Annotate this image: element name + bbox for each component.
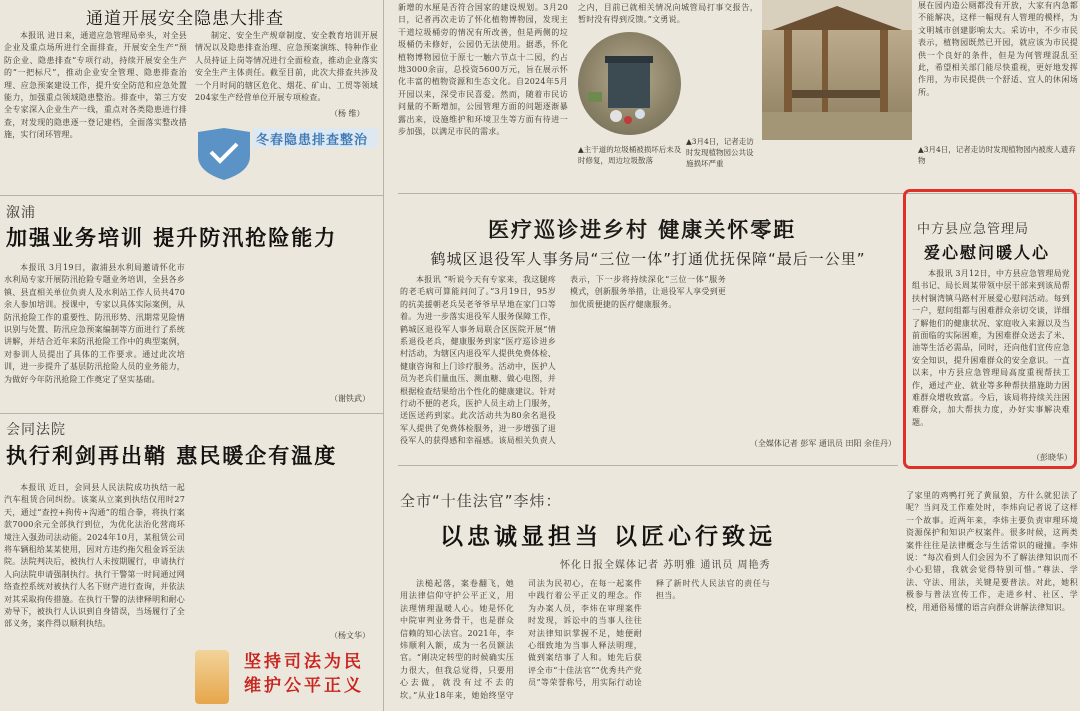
article-body: 本报讯 3月12日，中方县应急管理局党组书记、局长周某带领中层干部来到该局帮扶村铜湾镇马路村开展爱心慰问活动。每到一户，慰问组都与困难群众亲切交谈，详细了解他们的健康状况、家庭收入来源以及当前面临的实际困难，为困难群众送去了米、油等生活必需品，同时，还向他们宣传应急安全知识，提升困难群众的安全意识。一直以来，中方县应急管理局高度重视帮扶工作，通过产业、就业等多种帮扶措施助力困难群众增收致富。今后，该局将持续关注困难群众，加大帮扶力度，办好实事解决难题。	[912, 269, 1070, 427]
topic-badge: 冬春隐患排查整治	[190, 126, 380, 182]
article-body: 本报讯 近日，会同县人民法院成功执结一起汽车租赁合同纠纷。该案从立案到执结仅用时27天，通过“查控+拘传+沟通”的组合拳，将执行案款7000余元全部执行到位，为优化法治化营商环境注入强劲司法动能。2024年10月，某租赁公司将车辆租给某某使用，因对方违约拖欠租金诉至法院。法院判决后，被执行人未按期履行，申请执行人向法院申请强制执行。执行干警第一时间通过网络查控系统对被执行人名下财产进行查询，并依法对其采取拘传措施。在执行干警的法律释明和耐心劝导下，被执行人认识到自身错误，当场履行了全部义务，案件得以顺利执结。	[4, 483, 185, 629]
article-headline: 医疗巡诊进乡村 健康关怀零距	[488, 218, 797, 242]
photo-caption: ▲3月4日，记者走访时发现植物园内被废人遗弃物	[918, 145, 1076, 165]
article-subtitle: 鹤城区退役军人事务局“三位一体”打通优抚保障“最后一公里”	[430, 250, 866, 268]
author-signature: （全媒体记者 彭军 通讯员 田阳 余佳丹）	[749, 439, 896, 448]
section-divider	[0, 413, 383, 414]
section-divider	[0, 195, 383, 196]
section-kicker: 中方县应急管理局	[917, 222, 1030, 236]
article-body: 法槌起落，案卷翻飞，她用法律信仰守护公平正义，用法理情理温暖人心。她是怀化中院审判业务骨干，也是群众信赖的知心法官。2021年，李炜顺利入额，成为一名员额法官。“刚决定转型的时候确实压力很大，但我总觉得，只要用心去做，就没有过不去的坎。”从业18年来，她始终坚守司法为民初心，在每一起案件中践行着公平正义的理念。作为办案人员，李炜在审理案件时发现，诉讼中的当事人往往对法律知识掌握不足，她便耐心细致地为当事人释法明理，做到案结事了人和。她先后获评全市“十佳法官”“优秀共产党员”等荣誉称号，用实际行动诠释了新时代人民法官的责任与担当。	[400, 579, 770, 700]
photo-caption: ▲3月4日，记者走访时发现植物园公共设施损坏严重	[686, 137, 754, 168]
article-body: 本报讯 “听说今天有专家来，我这腿疼的老毛病可算能问问了。”3月19日，95岁的抗美援朝老兵吴老爷爷早早地在家门口等着。为进一步落实退役军人服务保障工作，鹤城区退役军人事务局联合区医院开展“情系退役老兵，健康服务到家”医疗巡诊进乡村活动，为辖区内退役军人提供免费体检、健康咨询和上门诊疗服务。活动中，医护人员为老兵们量血压、测血糖、做心电图，并根据检查结果给出个性化的健康建议。针对行动不便的老兵，医护人员主动上门服务，送医送药到家。此次活动共为80余名退役军人提供了免费体检服务，进一步增强了退役军人的获得感和幸福感。该局相关负责人表示，下一步将持续深化“三位一体”服务模式，创新服务举措，让退役军人享受到更加优质便捷的医疗健康服务。	[400, 275, 726, 446]
article-body: 了家里的鸡鸭打死了黄鼠狼，方什么就犯法了呢？当问及工作难处时，李炜向记者说了这样一个故事。近两年来，李炜主要负责审理环境资源保护和知识产权案件。很多时候，这两类案件往往是法律概念与生活常识的碰撞。李炜说：“每次看到人们会因为不了解法律知识而不小心犯错，我就会觉得特别可惜。”尊法、学法、守法、用法，关键是要普法。对此，她积极参与普法宣传工作，走进乡村、社区、学校，用通俗易懂的语言向群众讲解法律知识。	[906, 491, 1078, 612]
lantern-decoration	[195, 650, 229, 704]
article-headline: 爱心慰问暖人心	[924, 243, 1051, 262]
pavilion-photo	[762, 0, 912, 140]
slogan-banner: 坚持司法为民 维护公平正义	[195, 648, 378, 708]
section-kicker: 会同法院	[6, 422, 66, 437]
pavilion-icon	[762, 0, 912, 140]
article-body: 本报讯 3月19日，溆浦县水利局邀请怀化市水利局专家开展防汛抢险专题业务培训，全县各乡镇、县直相关单位负责人及水利站工作人员共470余人参加培训。授课中，专家以具体实际案例，从防汛抢险工作的重要性、防汛形势、汛期常见险情识别与处置、防汛应急预案编制等方面进行了系统讲解，并结合近年来防汛抢险工作中的典型案例，对参训人员提出了具体的工作要求。通过此次培训，进一步提升了基层防汛抢险人员的业务能力，为做好今年防汛抢险工作奠定了坚实基础。	[4, 263, 185, 384]
article-body: 本报讯 进日来，通道应急管理局牵头，对全县企业及重点场所进行全面排查，开展安全生产“预防企业、隐患排查”专项行动，持续开展安全生产的“一把标尺”，推动企业安全管理、隐患排查治理、应急预案建设工作，提升安全防范和应急处置能力，加强重点领域隐患整治。排查中，第三方安全专家深入企业生产一线，重点对各类隐患进行排查，对发现的隐患逐一登记建档，全面落实整改措施，实行闭环管理。	[4, 31, 187, 140]
article-body: 制定、安全生产规章制度、安全教育培训开展情况以及隐患排查治理、应急预案演练、特种作业人员持证上岗等情况进行全面检查，推动企业落实安全生产主体责任。截至目前，此次大排查共涉及一个月时间的辖区危化、烟花、矿山、工贸等领域204家生产经营单位开展专项检查。	[195, 31, 378, 103]
author-signature: （谢铁武）	[330, 394, 370, 403]
author-signature: （杨 维）	[330, 109, 365, 118]
trash-bin-icon	[578, 32, 681, 135]
article-headline: 以忠诚显担当 以匠心行致远	[440, 524, 777, 550]
author-signature: （杨文华）	[330, 631, 370, 640]
section-kicker: 溆浦	[6, 205, 36, 220]
article-body: 之内，目前已就相关情况向城管局打事交报告，暂时没有得到反馈。”文勇说。	[578, 3, 758, 25]
trash-bin-photo	[578, 32, 681, 135]
article-headline: 执行利剑再出鞘 惠民暖企有温度	[6, 444, 338, 468]
author-signature: （彭晓华）	[1032, 453, 1072, 462]
column-divider	[383, 0, 384, 711]
photo-caption: ▲主干道的垃圾桶被损坏后未及时修复，周边垃圾散落	[578, 145, 682, 165]
article-headline: 加强业务培训 提升防汛抢险能力	[6, 226, 338, 250]
section-kicker: 全市“十佳法官”李炜：	[400, 492, 562, 510]
section-divider	[398, 465, 898, 466]
article-title: 通道开展安全隐患大排查	[86, 9, 284, 28]
article-body: 展在园内造公厕都没有开放，大家有内急都不能解决，这样一幅现有人管理的模样，为文明城市创建影响太大。采访中，不少市民表示，植物园既然已开园，就应该为市民提供一个良好的条件，但是为何管理混乱至此，希望相关部门能尽快重视，更好地发挥作用，为市民提供一个舒适、宜人的休闲场所。	[918, 1, 1078, 97]
article-body: 新增的水厘是否符合国家的建设规划。3月20日，记者再次走访了怀化植物博物园，发现主干道垃圾桶旁的情况有所改善，但是两侧的垃圾桶仍未修好，公园仍无法使用。据悉，怀化植物博物园位于原七一触六节点十二园，约占地3000余亩，总投资5600万元，旨在展示怀化丰富的植物资源和生态文化。自2024年5月开园以来，深受市民喜爱。然而，随着市民访问量的不断增加，公园管理方面的问题逐渐暴露出来，设施维护和环境卫生等方面有待进一步加强，以满足市民的需求。	[398, 3, 568, 137]
article-byline: 怀化日报全媒体记者 苏明雅 通讯员 周艳秀	[560, 560, 771, 571]
